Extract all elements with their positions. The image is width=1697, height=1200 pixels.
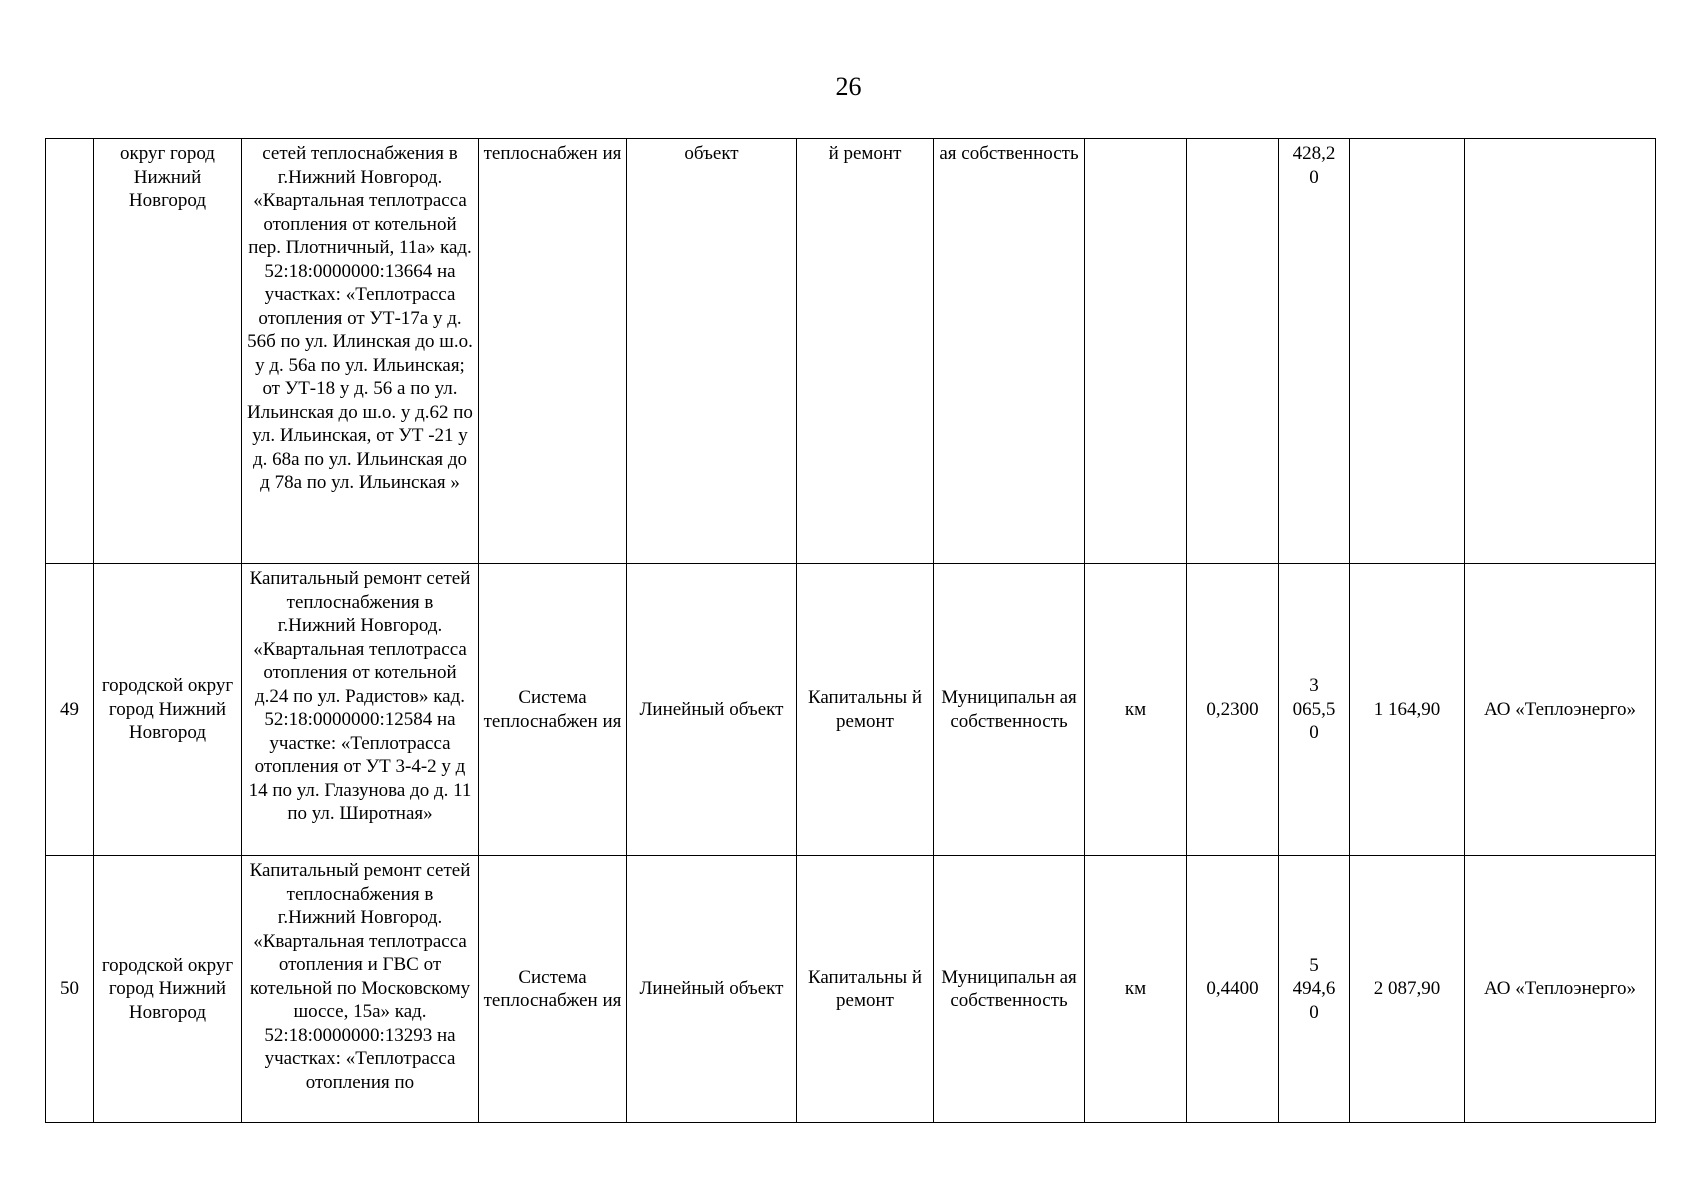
description-cell: сетей теплоснабжения в г.Нижний Новгород. «Квартальная теплотрасса отопления от котельной пер. Плотничный, 11а» кад. 52:18:0000000:13664 на участках: «Теплотрасса отопления от УТ-17а у д. 56б по ул. Илинская до ш.о. у д. 56а по ул. Ильинская; от УТ-18 у д. 56 а по ул. Ильинская до ш.о. у д.62 по ул. Ильинская, от УТ -21 у д. 68а по ул. Ильинская до д 78а по ул. Ильинская » (242, 139, 479, 564)
table-row (46, 139, 1656, 564)
cost-total-cell (1279, 564, 1350, 856)
length-cell: 0,2300 (1187, 564, 1279, 856)
cost-total-part: 494,6 (1292, 978, 1336, 1000)
municipality-cell: округ город Нижний Новгород (94, 139, 242, 564)
cost-total-part: 0 (1309, 1001, 1319, 1023)
object-type-cell: объект (627, 139, 797, 564)
cost-total-cell (1279, 856, 1350, 1123)
cost-other-cell: 1 164,90 (1350, 564, 1465, 856)
length-cell (1187, 139, 1279, 564)
cost-total-part: 065,5 (1292, 698, 1336, 720)
cost-total-part: 0 (1309, 722, 1319, 744)
operator-cell (1465, 139, 1656, 564)
projects-table (45, 138, 1656, 1123)
cost-other-cell (1350, 139, 1465, 564)
table-row (46, 564, 1656, 856)
system-cell: теплоснабжен ия (479, 139, 627, 564)
system-cell: Система теплоснабжен ия (479, 564, 627, 856)
work-type-cell: Капитальны й ремонт (797, 856, 934, 1123)
object-type-cell: Линейный объект (627, 856, 797, 1123)
row-number-cell (46, 139, 94, 564)
object-type-cell: Линейный объект (627, 564, 797, 856)
unit-cell (1085, 139, 1187, 564)
description-cell: Капитальный ремонт сетей теплоснабжения в г.Нижний Новгород. «Квартальная теплотрасса отопления и ГВС от котельной по Московскому шоссе, 15а» кад. 52:18:0000000:13293 на участках: «Теплотрасса отопления по (242, 856, 479, 1123)
cost-total-part: 428,2 (1292, 143, 1336, 164)
work-type-cell: Капитальны й ремонт (797, 564, 934, 856)
unit-cell: км (1085, 564, 1187, 856)
operator-cell: АО «Теплоэнерго» (1465, 856, 1656, 1123)
municipality-cell: городской округ город Нижний Новгород (94, 564, 242, 856)
operator-cell: АО «Теплоэнерго» (1465, 564, 1656, 856)
cost-other-cell: 2 087,90 (1350, 856, 1465, 1123)
description-cell: Капитальный ремонт сетей теплоснабжения в г.Нижний Новгород. «Квартальная теплотрасса отопления от котельной д.24 по ул. Радистов» кад. 52:18:0000000:12584 на участке: «Теплотрасса отопления от УТ 3-4-2 у д 14 по ул. Глазунова до д. 11 по ул. Широтная» (242, 564, 479, 856)
cost-total-part: 5 (1309, 954, 1319, 976)
unit-cell: км (1085, 856, 1187, 1123)
ownership-cell: Муниципальн ая собственность (934, 564, 1085, 856)
cost-total-part: 0 (1309, 166, 1319, 188)
cost-total-cell (1279, 139, 1350, 564)
table-row (46, 856, 1656, 1123)
ownership-cell: Муниципальн ая собственность (934, 856, 1085, 1123)
cost-total-part: 3 (1309, 675, 1319, 697)
system-cell: Система теплоснабжен ия (479, 856, 627, 1123)
ownership-cell: ая собственность (934, 139, 1085, 564)
work-type-cell: й ремонт (797, 139, 934, 564)
page-number: 26 (835, 72, 862, 101)
row-number-cell: 49 (46, 564, 94, 856)
municipality-cell: городской округ город Нижний Новгород (94, 856, 242, 1123)
length-cell: 0,4400 (1187, 856, 1279, 1123)
row-number-cell: 50 (46, 856, 94, 1123)
